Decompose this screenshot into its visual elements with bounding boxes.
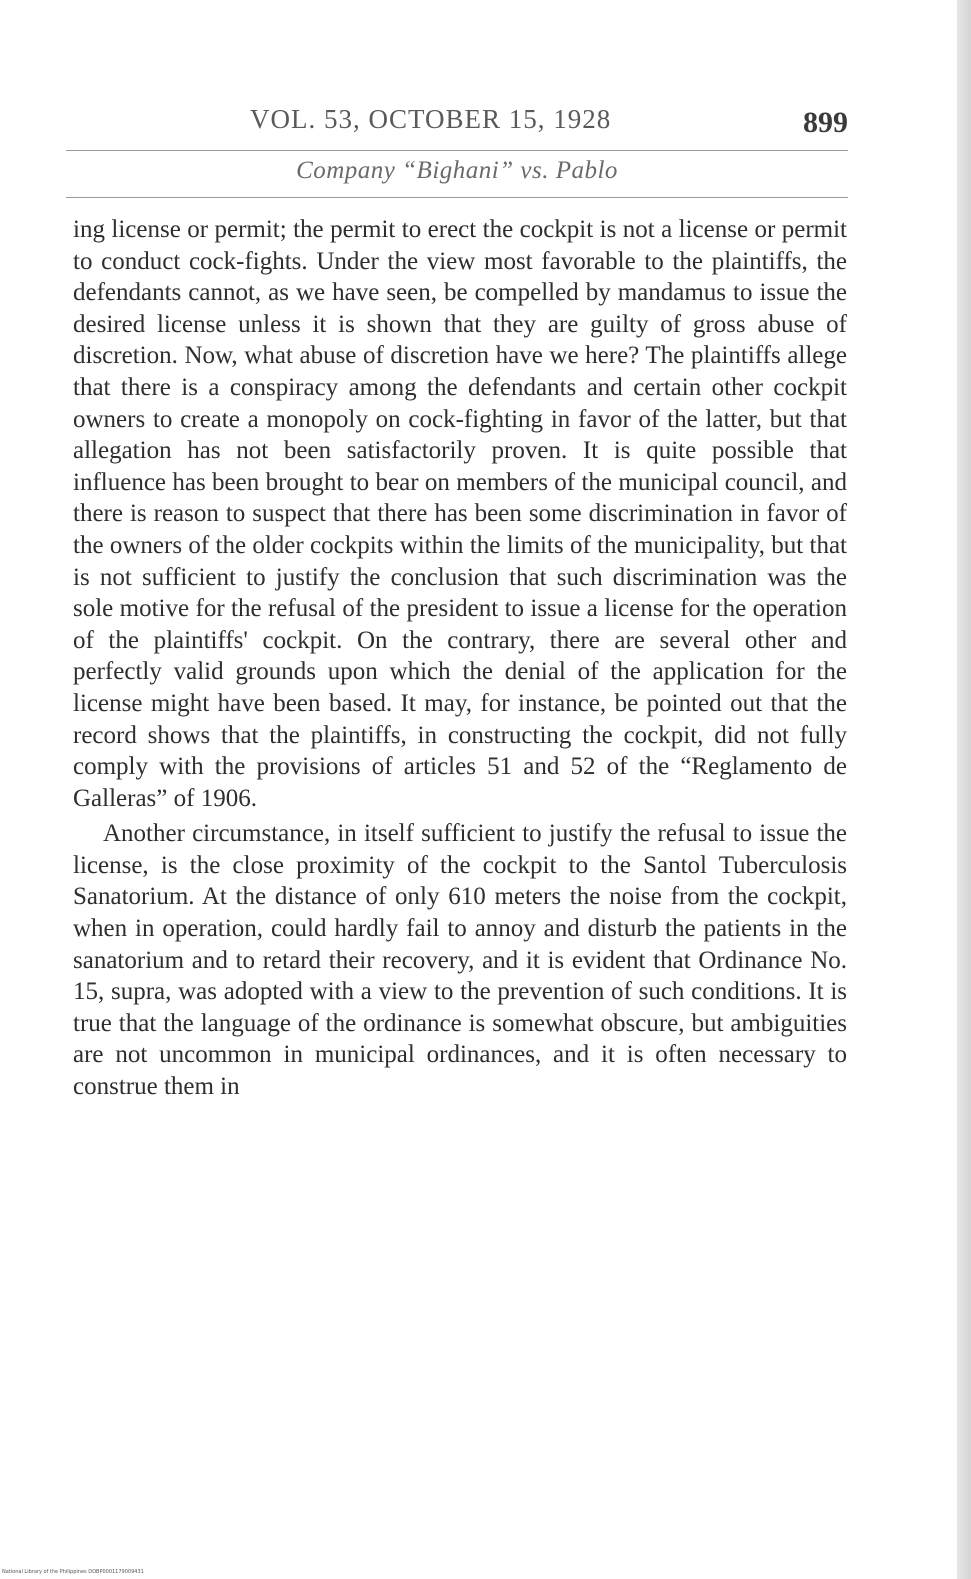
scan-edge	[957, 0, 971, 1579]
body-text	[73, 214, 847, 1103]
running-case-title: Company “Bighani” vs. Pablo	[296, 157, 618, 184]
page-number: 899	[803, 106, 848, 139]
running-header-volume-date: VOL. 53, OCTOBER 15, 1928	[250, 104, 612, 134]
header-rule-top	[66, 150, 848, 151]
paragraph-continued: ing license or permit; the permit to erect the cockpit is not a license or permit to conduct cock-fights. Under the view most favorable to the plaintiffs, the defendants cannot, as we have seen, be compelled by mandamus to issue the desired license unless it is shown that they are guilty of gross abuse of discretion. Now, what abuse of discretion have we here? The plaintiffs allege that there is a conspiracy among the defendants and certain other cockpit owners to create a monopoly on cock-fighting in favor of the latter, but that allegation has not been satisfactorily proven. It is quite possible that influence has been brought to bear on members of the municipal council, and there is reason to suspect that there has been some discrimination in favor of the owners of the older cockpits within the limits of the municipality, but that is not sufficient to justify the conclusion that such discrimination was the sole motive for the refusal of the president to issue a license for the operation of the plaintiffs' cockpit. On the contrary, there are several other and perfectly valid grounds upon which the denial of the application for the license might have been based. It may, for instance, be pointed out that the record shows that the plaintiffs, in constructing the cockpit, did not fully comply with the provisions of articles 51 and 52 of the “Reglamento de Galleras” of 1906.	[73, 216, 847, 812]
paragraph-another-circumstance: Another circumstance, in itself sufficient to justify the refusal to issue the license, is the close proximity of the cockpit to the Santol Tuberculosis Sanatorium. At the distance of only 610 meters the noise from the cockpit, when in operation, could hardly fail to annoy and disturb the patients in the sanatorium and to retard their recovery, and it is evident that Ordinance No. 15, supra, was adopted with a view to the prevention of such conditions. It is true that the language of the ordinance is somewhat obscure, but ambiguities are not uncommon in municipal ordinances, and it is often necessary to construe them in	[73, 820, 847, 1101]
header-rule-bottom	[66, 197, 848, 198]
footer-source-note: National Library of the Philippines DOBP0001179009431	[2, 1569, 144, 1575]
